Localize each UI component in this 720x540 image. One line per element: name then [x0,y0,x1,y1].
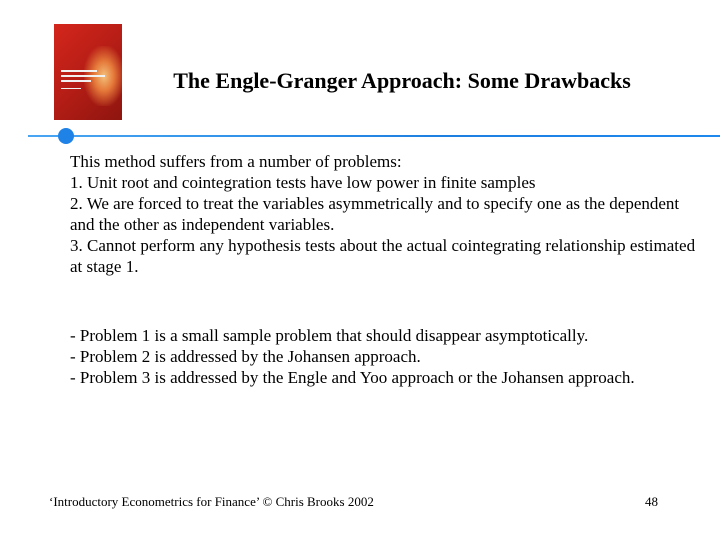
problem-item: 1. Unit root and cointegration tests have low power in finite samples [70,173,536,192]
page-number: 48 [645,494,658,509]
note-item: - Problem 3 is addressed by the Engle and Yoo approach or the Johansen approach. [70,368,635,387]
divider-line [28,135,720,137]
problems-list [70,151,700,277]
note-item: - Problem 1 is a small sample problem that should disappear asymptotically. [70,326,589,345]
intro-line: This method suffers from a number of problems: [70,152,402,171]
problem-item: 3. Cannot perform any hypothesis tests about the actual cointegrating relationship estimated at stage 1. [70,236,696,276]
slide-title: The Engle-Granger Approach: Some Drawbacks [173,68,631,93]
title-divider [28,134,720,138]
divider-bullet [58,128,74,144]
problem-item: 2. We are forced to treat the variables asymmetrically and to specify one as the dependent and the other as independent variables. [70,194,680,234]
footer-citation: ‘Introductory Econometrics for Finance’ © Chris Brooks 2002 [49,494,374,509]
notes-list [70,325,700,388]
note-item: - Problem 2 is addressed by the Johansen approach. [70,347,421,366]
